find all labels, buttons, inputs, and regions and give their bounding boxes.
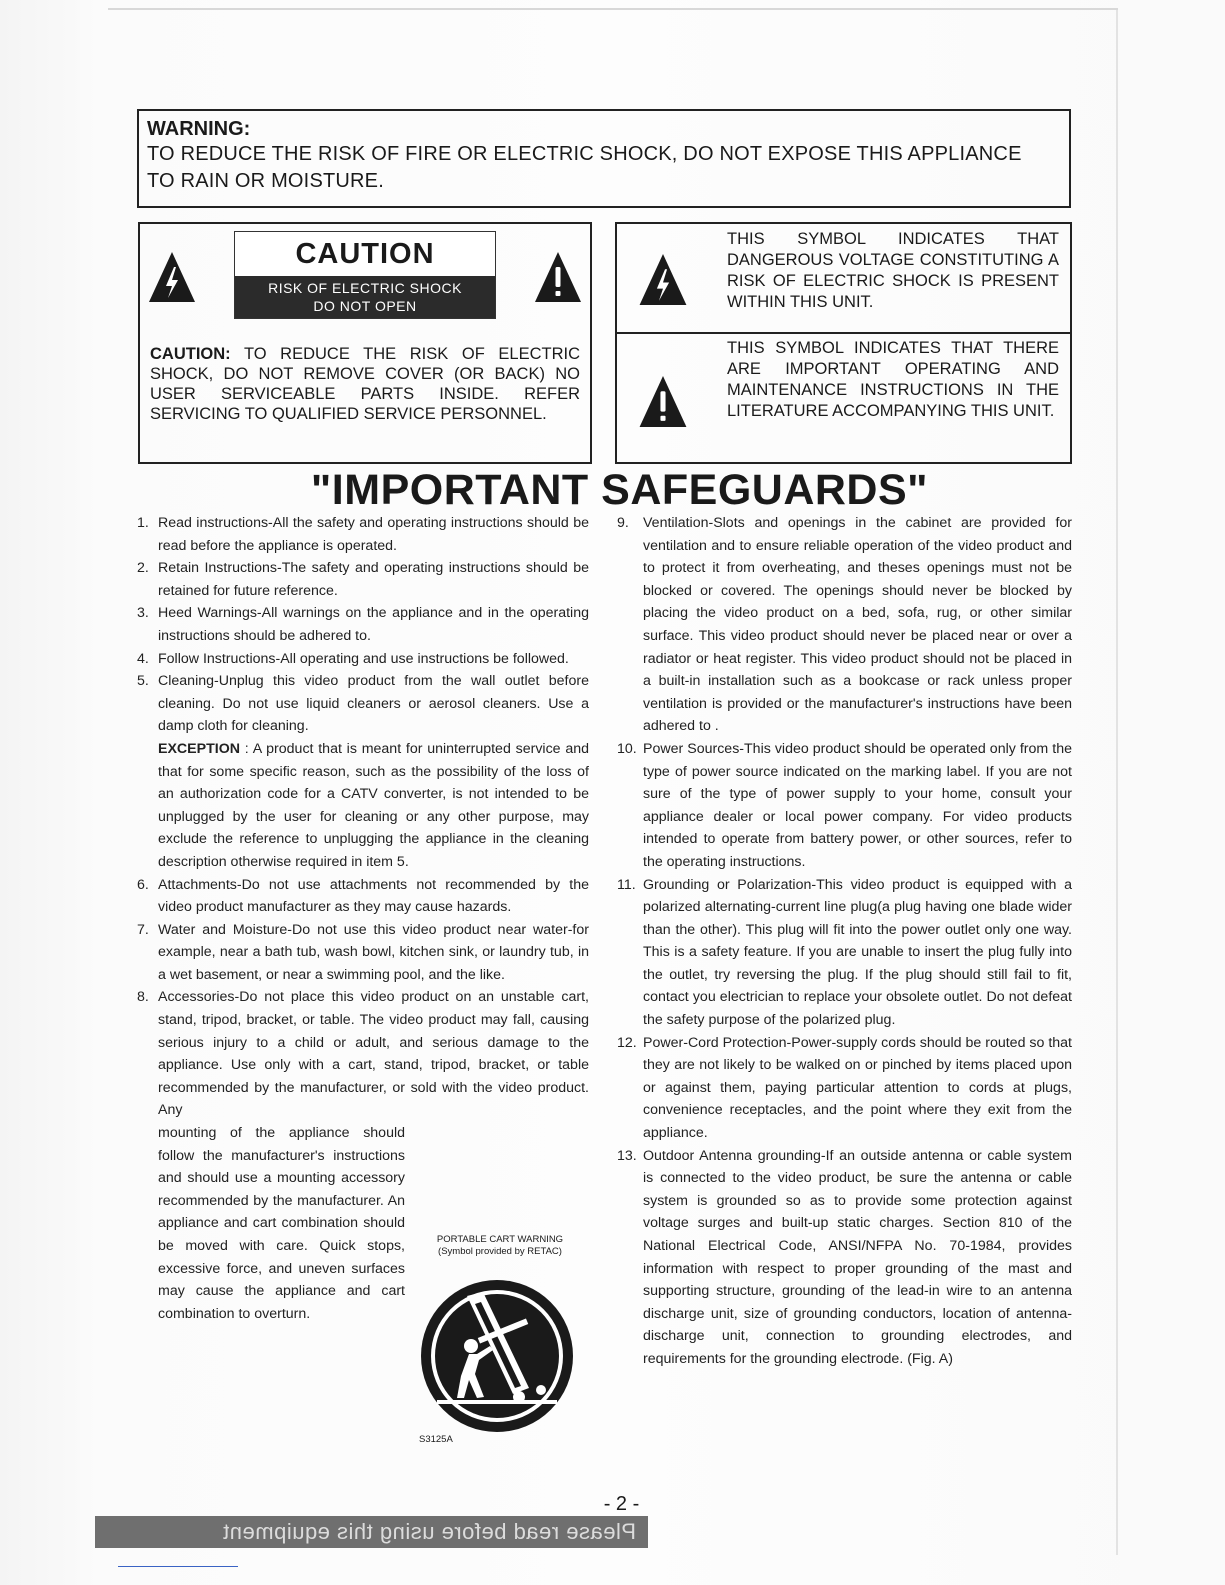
item-number: 2. — [137, 560, 149, 577]
warning-box — [137, 109, 1071, 208]
item-number: 7. — [137, 921, 149, 938]
top-rule — [108, 8, 1118, 10]
warning-title: WARNING: — [147, 118, 251, 140]
item-text: Attachments-Do not use attachments not recommended by the video product manufacturer as they may cause hazards. — [158, 876, 589, 916]
lightning-symbol-text: THIS SYMBOL INDICATES THAT DANGEROUS VOLTAGE CONSTITUTING A RISK OF ELECTRIC SHOCK IS PRESENT WITHIN THIS UNIT. — [727, 230, 1059, 311]
item-number: 11. — [617, 876, 636, 893]
item-text: Water and Moisture-Do not use this video product near water-for example, near a bath tub, wash bowl, kitchen sink, or laundry tub, in a wet basement, or near a swimming pool, and the like. — [158, 921, 589, 983]
tipping-cart-icon — [417, 1276, 577, 1436]
list-item — [137, 648, 589, 671]
caution-band — [235, 276, 495, 318]
list-item — [137, 670, 589, 738]
item-text: Power Sources-This video product should be operated only from the type of power source indicated on the marking label. If you are not sure of the type of power supply to your home, consult your appliance dealer or local power company. For video products intended to operate from battery power, or other sources, refer to the operating instructions. — [643, 740, 1072, 870]
list-item — [137, 874, 589, 919]
bottom-rule — [118, 1566, 238, 1567]
item-text: Accessories-Do not place this video product on an unstable cart, stand, tripod, bracket, or table. The video product may fall, causing serious injury to a child or adult, and serious damage to the appliance. Use only with a cart, stand, tripod, bracket, or table recommended by the manufacturer, or sold with the video product. Any — [158, 989, 589, 1119]
caution-text-lead: CAUTION: — [150, 345, 231, 363]
item-number: 3. — [137, 605, 149, 622]
item-number: 6. — [137, 876, 149, 893]
left-column — [137, 512, 589, 1325]
caution-text-body: TO REDUCE THE RISK OF ELECTRIC SHOCK, DO NOT REMOVE COVER (OR BACK) NO USER SERVICEABLE PARTS INSIDE. REFER SERVICING TO QUALIFIED SERVICE PERSONNEL. — [150, 345, 580, 423]
warning-line-1: TO REDUCE THE RISK OF FIRE OR ELECTRIC SHOCK, DO NOT EXPOSE THIS APPLIANCE — [147, 143, 1022, 165]
caution-band-line-2: DO NOT OPEN — [313, 298, 417, 314]
page-title: "IMPORTANT SAFEGUARDS" — [310, 466, 929, 514]
caution-text — [150, 344, 580, 424]
item-number: 12. — [617, 1034, 637, 1051]
item-number: 5. — [137, 673, 149, 690]
item-number: 9. — [617, 515, 629, 531]
list-item — [617, 512, 1072, 738]
exclamation-triangle-icon — [637, 374, 689, 430]
warning-line-2: TO RAIN OR MOISTURE. — [147, 170, 384, 192]
caution-box — [138, 222, 592, 464]
right-column — [617, 512, 1072, 1371]
list-item — [617, 738, 1072, 874]
symbol-explanation-box — [615, 222, 1072, 464]
exception-note — [137, 738, 589, 874]
item-text-continued: mounting of the appliance should follow the manufacturer's instructions and should use a mounting accessory recommended by the manufacturer. An appliance and cart combination should be moved with care. Quick stops, excessive force, and uneven surfaces may cause the appliance and cart combination to overturn. — [158, 1125, 405, 1322]
list-item — [617, 874, 1072, 1032]
item-number: 13. — [617, 1147, 637, 1164]
cart-title-line-1: PORTABLE CART WARNING — [436, 1234, 564, 1245]
list-item — [137, 602, 589, 647]
cart-title-line-2: (Symbol provided by RETAC) — [438, 1246, 562, 1257]
exception-lead: EXCEPTION — [158, 740, 240, 757]
list-item — [137, 512, 589, 557]
item-text: Grounding or Polarization-This video product is equipped with a polarized alternating-current line plug(a plug having one blade wider than the other). This plug will fit into the power outlet only one way. This is a safety feature. If you are unable to insert the plug fully into the outlet, try reversing the plug. If the plug should still fail to fit, contact you electrician to replace your obsolete outlet. Do not defeat the safety purpose of the polarized plug. — [643, 876, 1072, 1029]
exception-body: : A product that is meant for uninterrupted service and that for some specific reason, such as the possibility of the loss of an authorization code for a CATV converter, is not intended to be unplugged by the user for cleaning or any other purpose, may exclude the reference to unplugging the appliance in the cleaning description otherwise required in item 5. — [158, 740, 589, 870]
item-number: 1. — [137, 515, 149, 531]
item-text: Heed Warnings-All warnings on the appliance and in the operating instructions should be adhered to. — [158, 605, 589, 644]
item-text: Outdoor Antenna grounding-If an outside antenna or cable system is connected to the video product, be sure the antenna or cable system is grounded so as to provide some protection against voltage surges and built-up static charges. Section 810 of the National Electrical Code, ANSI/NFPA No. 70-1984, provides information with respect to proper grounding of the mast and supporting structure, grounding of the lead-in wire to an antenna discharge unit, size of grounding conductors, location of antenna-discharge unit, connection to grounding electrodes, and requirements for the grounding electrode. (Fig. A) — [643, 1147, 1072, 1367]
item-text: Read instructions-All the safety and operating instructions should be read before the appliance is operated. — [158, 515, 589, 554]
item-number: 10. — [617, 740, 637, 757]
item-text: Follow Instructions-All operating and use instructions be followed. — [158, 650, 569, 667]
footer-band-mirrored-text: Please read before using this equipment — [95, 1516, 648, 1548]
exclamation-symbol-text: THIS SYMBOL INDICATES THAT THERE ARE IMPORTANT OPERATING AND MAINTENANCE INSTRUCTIONS IN THE LITERATURE ACCOMPANYING THIS UNIT. — [727, 339, 1059, 420]
cart-warning-figure — [411, 1234, 589, 1456]
exclamation-triangle-icon — [533, 250, 583, 305]
item-number: 4. — [137, 650, 149, 667]
caution-word: CAUTION — [295, 238, 435, 270]
item-text: Ventilation-Slots and openings in the cabinet are provided for ventilation and to ensure reliable operation of the video product and to protect it from overheating, and theses openings must not be blocked or covered. The openings should never be blocked by placing the video product on a bed, sofa, rug, or other similar surface. This video product should never be placed near or over a radiator or heat register. This video product should not be placed in a built-in installation such as a bookcase or rack unless proper ventilation is provided or the manufacturer's instructions have been adhered to . — [643, 515, 1072, 735]
list-item — [137, 919, 589, 987]
item-number: 8. — [137, 989, 149, 1006]
list-item — [137, 557, 589, 602]
caution-band-line-1: RISK OF ELECTRIC SHOCK — [268, 280, 462, 296]
item-text: Power-Cord Protection-Power-supply cords should be routed so that they are not likely to be walked on or pinched by items placed upon or against them, paying particular attention to cords at plugs, convenience receptacles, and the point where they exit from the appliance. — [643, 1034, 1072, 1142]
caution-label — [234, 231, 496, 319]
right-rule — [1116, 10, 1118, 1555]
lightning-triangle-icon — [637, 252, 689, 308]
list-item — [617, 1145, 1072, 1371]
lightning-triangle-icon — [147, 250, 197, 305]
list-item — [617, 1032, 1072, 1145]
page-number: - 2 - — [603, 1493, 640, 1515]
cart-warning-title — [411, 1234, 589, 1258]
symbol-divider — [617, 332, 1070, 334]
cart-figure-code: S3125A — [419, 1434, 453, 1445]
item-text: Retain Instructions-The safety and operating instructions should be retained for future reference. — [158, 560, 589, 599]
item-text: Cleaning-Unplug this video product from the wall outlet before cleaning. Do not use liquid cleaners or aerosol cleaners. Use a damp cloth for cleaning. — [158, 673, 589, 735]
